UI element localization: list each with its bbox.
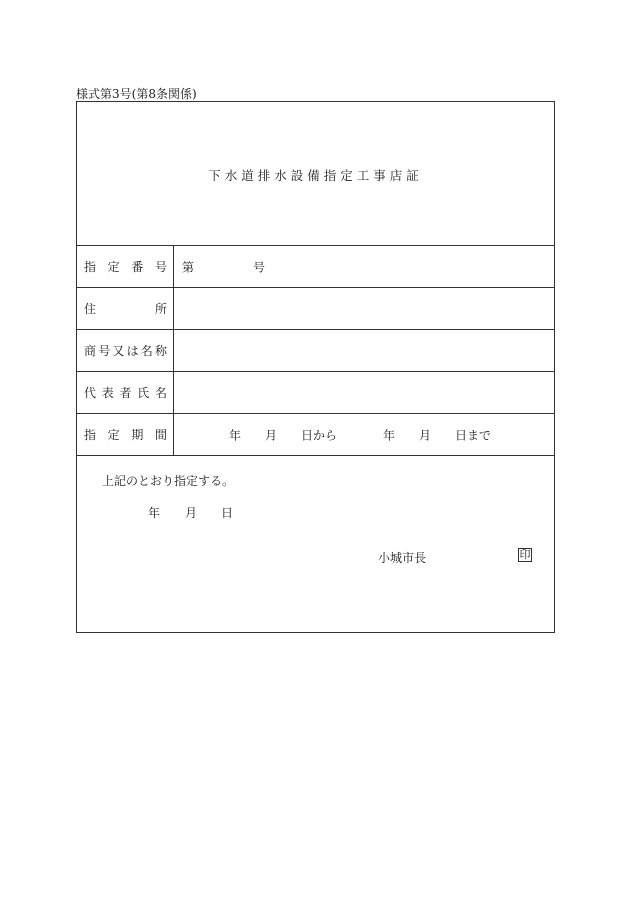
trade-name-label (77, 330, 174, 371)
label-char: 又 (112, 344, 125, 358)
field-rows (77, 246, 554, 456)
number-suffix: 号 (253, 260, 266, 274)
title-box (77, 102, 554, 246)
label-char: 称 (154, 344, 167, 358)
seal-mark: 印 (519, 548, 531, 561)
period-from-month: 月 (265, 428, 278, 442)
issue-year: 年 (148, 506, 161, 520)
issue-month: 月 (185, 506, 198, 520)
label-char: 代 (84, 386, 97, 400)
designation-period-value[interactable] (174, 414, 554, 455)
designation-number-value[interactable] (174, 246, 554, 287)
label-char: 指 (84, 428, 97, 442)
row-designation-number (77, 246, 554, 288)
designation-period-label (77, 414, 174, 455)
row-representative (77, 372, 554, 414)
label-char: 号 (154, 260, 167, 274)
label-char: 番 (131, 260, 144, 274)
representative-label (77, 372, 174, 413)
form-number-label: 様式第3号(第8条関係) (76, 87, 197, 101)
label-char: 号 (98, 344, 111, 358)
label-char: 指 (84, 260, 97, 274)
representative-value[interactable] (174, 372, 554, 413)
label-char: 名 (154, 386, 167, 400)
certificate-title: 下水道排水設備指定工事店証 (208, 168, 423, 183)
period-to-month: 月 (419, 428, 432, 442)
issuance-section (77, 456, 554, 634)
label-char: は (126, 344, 139, 358)
trade-name-value[interactable] (174, 330, 554, 371)
row-address (77, 288, 554, 330)
designation-statement: 上記のとおり指定する。 (102, 474, 235, 488)
period-from-year: 年 (229, 428, 242, 442)
certificate-sheet (76, 101, 555, 633)
period-to-day: 日まで (455, 428, 492, 442)
label-char: 定 (107, 260, 120, 274)
label-char: 間 (154, 428, 167, 442)
row-trade-name (77, 330, 554, 372)
label-char: 商 (84, 344, 97, 358)
label-char: 所 (154, 302, 167, 316)
period-from-day: 日から (301, 428, 338, 442)
designation-number-label (77, 246, 174, 287)
period-to-year: 年 (383, 428, 396, 442)
address-label (77, 288, 174, 329)
label-char: 表 (101, 386, 114, 400)
label-char: 氏 (137, 386, 150, 400)
issue-day: 日 (221, 506, 234, 520)
label-char: 定 (107, 428, 120, 442)
issuer-title: 小城市長 (378, 551, 427, 565)
label-char: 者 (119, 386, 132, 400)
label-char: 期 (131, 428, 144, 442)
number-prefix: 第 (182, 260, 195, 274)
label-char: 住 (84, 302, 97, 316)
label-char: 名 (140, 344, 153, 358)
row-designation-period (77, 414, 554, 456)
address-value[interactable] (174, 288, 554, 329)
